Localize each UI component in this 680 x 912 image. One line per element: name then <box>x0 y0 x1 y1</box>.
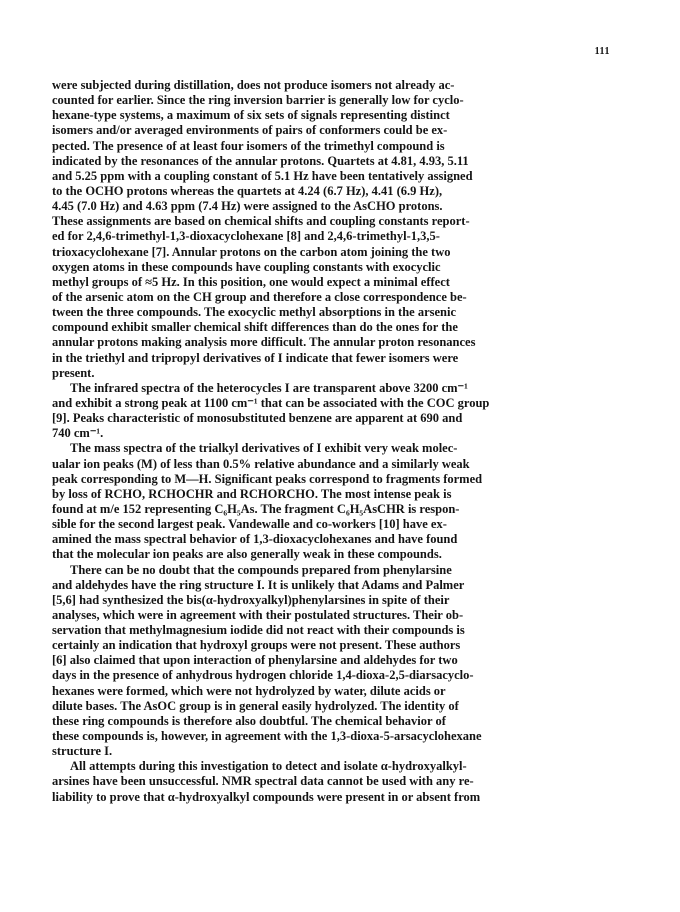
text-line: counted for earlier. Since the ring inversion barrier is generally low for cyclo- <box>52 93 464 108</box>
text-line: of the arsenic atom on the CH group and therefore a close correspondence be- <box>52 289 467 304</box>
text-line: servation that methylmagnesium iodide did not react with their compounds is <box>52 623 465 638</box>
text-line: to the OCHO protons whereas the quartets at 4.24 (6.7 Hz), 4.41 (6.9 Hz), <box>52 183 443 198</box>
text-line: hexane-type systems, a maximum of six sets of signals representing distinct <box>52 108 450 123</box>
text-line: by loss of RCHO, RCHOCHR and RCHORCHO. The most intense peak is <box>52 486 452 501</box>
text-line: liability to prove that α-hydroxyalkyl compounds were present in or absent from <box>52 789 481 804</box>
text-line: annular protons making analysis more difficult. The annular proton resonances <box>52 335 476 350</box>
body-text <box>52 78 634 805</box>
text-line: peak corresponding to M—H. Significant peaks correspond to fragments formed <box>52 471 483 486</box>
text-line: The infrared spectra of the heterocycles I are transparent above 3200 cm⁻¹ <box>70 380 468 395</box>
text-line: tween the three compounds. The exocyclic methyl absorptions in the arsenic <box>52 305 457 320</box>
text-line: and aldehydes have the ring structure I. It is unlikely that Adams and Palmer <box>52 577 465 592</box>
text-line: methyl groups of ≈5 Hz. In this position, one would expect a minimal effect <box>52 274 450 289</box>
text-line: There can be no doubt that the compounds prepared from phenylarsine <box>70 562 452 577</box>
text-line: arsines have been unsuccessful. NMR spectral data cannot be used with any re- <box>52 774 474 789</box>
text-line: analyses, which were in agreement with their postulated structures. Their ob- <box>52 607 464 622</box>
text-line: in the triethyl and tripropyl derivatives of I indicate that fewer isomers were <box>52 350 459 365</box>
text-line: and exhibit a strong peak at 1100 cm⁻¹ that can be associated with the COC group <box>52 395 490 410</box>
text-line: sible for the second largest peak. Vandewalle and co-workers [10] have ex- <box>52 517 447 532</box>
text-line: All attempts during this investigation to detect and isolate α-hydroxyalkyl- <box>70 759 467 774</box>
text-line: amined the mass spectral behavior of 1,3-dioxacyclohexanes and have found <box>52 532 458 547</box>
text-line: present. <box>52 365 95 380</box>
text-line: trioxacyclohexane [7]. Annular protons on the carbon atom joining the two <box>52 244 451 259</box>
text-line: ed for 2,4,6-trimethyl-1,3-dioxacyclohexane [8] and 2,4,6-trimethyl-1,3,5- <box>52 229 440 244</box>
text-line: The mass spectra of the trialkyl derivatives of I exhibit very weak molec- <box>70 441 458 456</box>
text-line: oxygen atoms in these compounds have coupling constants with exocyclic <box>52 259 441 274</box>
text-line: ualar ion peaks (M) of less than 0.5% relative abundance and a similarly weak <box>52 456 470 471</box>
text-line: were subjected during distillation, does not produce isomers not already ac- <box>52 78 455 92</box>
text-line: pected. The presence of at least four isomers of the trimethyl compound is <box>52 138 445 153</box>
text-line: these compounds is, however, in agreement with the 1,3-dioxa-5-arsacyclohexane <box>52 729 482 744</box>
text-line: compound exhibit smaller chemical shift differences than do the ones for the <box>52 320 458 335</box>
text-line: 4.45 (7.0 Hz) and 4.63 ppm (7.4 Hz) were assigned to the AsCHO protons. <box>52 199 443 214</box>
text-line: indicated by the resonances of the annular protons. Quartets at 4.81, 4.93, 5.11 <box>52 153 469 168</box>
text-line: [9]. Peaks characteristic of monosubstituted benzene are apparent at 690 and <box>52 411 463 426</box>
text-line: 740 cm⁻¹. <box>52 426 104 441</box>
text-line: days in the presence of anhydrous hydrogen chloride 1,4-dioxa-2,5-diarsacyclo- <box>52 668 474 683</box>
text-line: hexanes were formed, which were not hydrolyzed by water, dilute acids or <box>52 683 446 698</box>
text-line: dilute bases. The AsOC group is in general easily hydrolyzed. The identity of <box>52 698 459 713</box>
text-line: and 5.25 ppm with a coupling constant of 5.1 Hz have been tentatively assigned <box>52 168 473 183</box>
text-line: found at m/e 152 representing C₆H₅As. The fragment C₆H₅AsCHR is respon- <box>52 501 460 516</box>
text-line: These assignments are based on chemical shifts and coupling constants report- <box>52 214 470 229</box>
text-line: these ring compounds is therefore also doubtful. The chemical behavior of <box>52 713 446 728</box>
text-line: that the molecular ion peaks are also generally weak in these compounds. <box>52 547 442 562</box>
text-line: [6] also claimed that upon interaction of phenylarsine and aldehydes for two <box>52 653 458 668</box>
text-line: certainly an indication that hydroxyl groups were not present. These authors <box>52 638 461 653</box>
text-line: structure I. <box>52 744 113 759</box>
text-line: isomers and/or averaged environments of pairs of conformers could be ex- <box>52 123 448 138</box>
text-line: [5,6] had synthesized the bis(α-hydroxyalkyl)phenylarsines in spite of their <box>52 592 450 607</box>
page-number: 111 <box>594 46 610 57</box>
